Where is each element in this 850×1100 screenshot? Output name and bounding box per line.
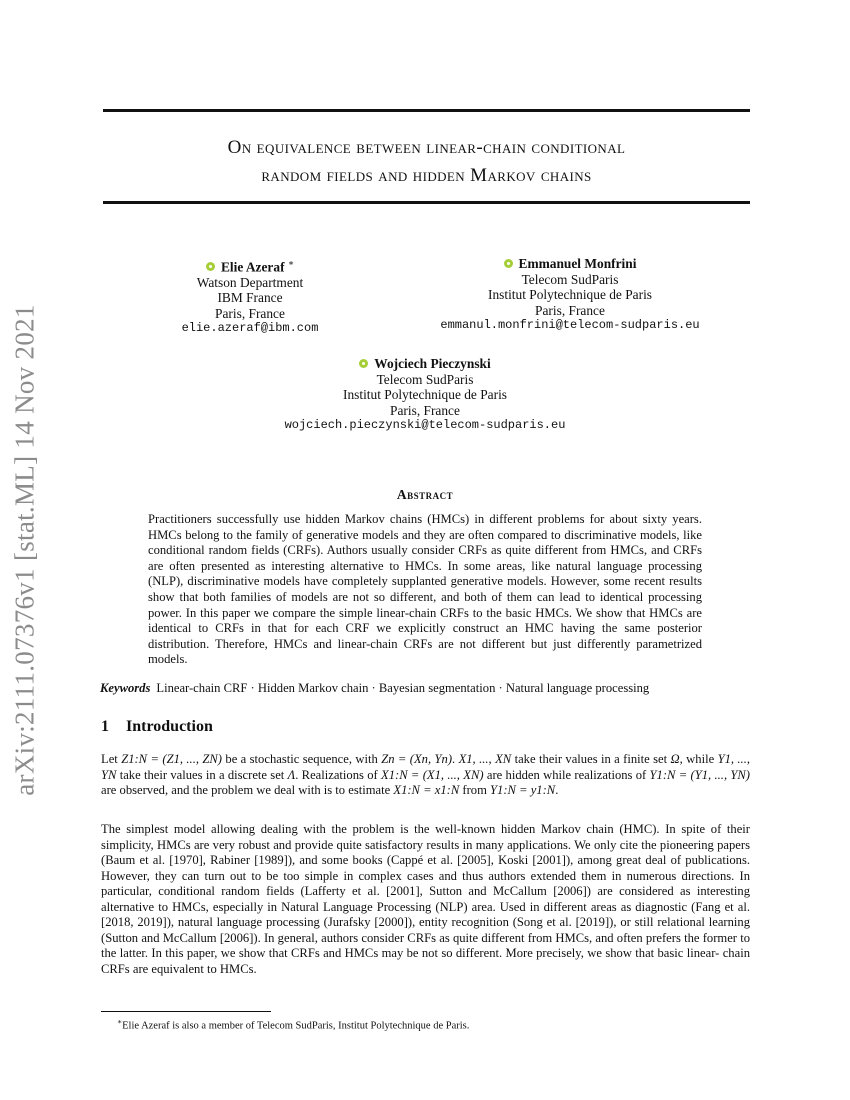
author-name: Emmanuel Monfrini (518, 256, 637, 271)
math-expression: X1:N = (X1, ..., XN) (381, 767, 484, 782)
author-name: Wojciech Pieczynski (374, 356, 491, 371)
paper-title-line-1: On equivalence between linear-chain conditional (227, 137, 626, 158)
keywords-label: Keywords (100, 681, 151, 695)
abstract-heading: Abstract (396, 487, 454, 502)
footnote-mark: ∗ (287, 258, 295, 268)
author-affiliation-line: Watson Department (196, 274, 304, 290)
author-block-monfrini (395, 256, 745, 334)
paper-title (103, 134, 750, 190)
author-block-azeraf (140, 256, 360, 337)
arxiv-identifier-text: arXiv:2111.07376v1 [stat.ML] 14 Nov 2021 (9, 304, 40, 796)
author-affiliation-line: Institut Polytechnique de Paris (342, 387, 508, 402)
math-expression: Y1:N = y1:N (490, 783, 556, 797)
math-expression: X1, ..., XN (458, 752, 512, 766)
author-affiliation-line: Paris, France (390, 402, 460, 418)
math-expression: X1:N = x1:N (393, 783, 460, 797)
keywords-text: Linear-chain CRF · Hidden Markov chain · Bayesian segmentation · Natural language processing (156, 681, 650, 695)
author-affiliation-line: Telecom SudParis (521, 271, 619, 287)
author-block-pieczynski (270, 356, 580, 434)
paper-title-line-2: random fields and hidden Markov chains (261, 165, 592, 186)
author-affiliation-line: IBM France (217, 290, 283, 306)
math-expression: Zn = (Xn, Yn) (381, 752, 453, 766)
intro-paragraph-1: Let Z1:N = (Z1, ..., ZN) be a stochastic sequence, with Zn = (Xn, Yn). X1, ..., XN take their values in a finite set Ω, while Y1, ..., YN take their values in a discrete set Λ. Realizations of X1:N = (X1, ..., XN) are hidden while realizations of Y1:N = (Y1, ..., YN) are observed, and the problem we deal with is to estimate X1:N = x1:N from Y1:N = y1:N. (101, 752, 751, 797)
math-expression: Z1:N = (Z1, ..., ZN) (121, 752, 222, 766)
author-affiliation-line: Paris, France (535, 302, 605, 318)
footnote (117, 1017, 469, 1032)
math-expression: Y1, ..., YN (101, 752, 751, 782)
section-heading-introduction (101, 718, 213, 736)
math-expression: Ω (670, 752, 680, 766)
orcid-icon[interactable] (359, 359, 368, 368)
author-affiliation-line: Paris, France (215, 305, 285, 321)
footnote-text: Elie Azeraf is also a member of Telecom SudParis, Institut Polytechnique de Paris. (122, 1020, 470, 1032)
author-name: Elie Azeraf (220, 259, 285, 275)
keywords-line (100, 681, 750, 696)
author-email[interactable]: wojciech.pieczynski@telecom-sudparis.eu (284, 418, 566, 432)
title-rule-bottom (103, 201, 750, 204)
orcid-icon[interactable] (206, 262, 215, 271)
arxiv-identifier (5, 285, 45, 815)
math-expression: Y1:N = (Y1, ..., YN) (649, 767, 750, 782)
math-expression: Λ (287, 767, 296, 782)
author-email[interactable]: emmanul.monfrini@telecom-sudparis.eu (440, 318, 700, 332)
footnote-rule (101, 1011, 271, 1012)
section-title: Introduction (126, 718, 213, 735)
author-affiliation-line: Institut Polytechnique de Paris (487, 287, 653, 302)
intro-paragraph-2: The simplest model allowing dealing with the problem is the well-known hidden Markov chain (HMC). In spite of their simplicity, HMCs are very robust and provide quite satisfactory results in many applications. We only cite the pioneering papers (Baum et al. [1970], Rabiner [1989]), and some books (Cappé et al. [2005], Koski [2001]), among great deal of publications. However, they can turn out to be too simple in complex cases and thus authors extended them in numerous directions. In particular, conditional random fields (Lafferty et al. [2001], Sutton and McCallum [2006]) are considered as interesting alternative to HMCs, especially in Natural Language Processing (NLP) area. Used in different areas as diagnostic (Fang et al. [2018, 2019]), natural language processing (Jurafsky [2000]), entity recognition (Song et al. [2019]), or still relational learning (Sutton and McCallum [2006]). In general, authors consider CRFs as quite different from HMCs, and often prefers the former to the latter. In this paper, we show that CRFs and HMCs may be not so different. More precisely, we show that basic linear- chain CRFs are equivalent to HMCs. (101, 822, 750, 976)
orcid-icon[interactable] (504, 259, 513, 268)
section-number: 1 (101, 718, 109, 735)
title-rule-top (103, 109, 750, 112)
author-affiliation-line: Telecom SudParis (376, 371, 474, 387)
abstract-text: Practitioners successfully use hidden Markov chains (HMCs) in different problems for about sixty years. HMCs belong to the family of generative models and they are often compared to discriminative models, like conditional random fields (CRFs). Authors usually consider CRFs as quite different from HMCs, and CRFs are often presented as interesting alternative to HMCs. In some areas, like natural language processing (NLP), discriminative models have completely supplanted generative models. However, some recent results show that both families of models are not so different, and both of them can lead to identical processing power. In this paper we compare the simple linear-chain CRFs to the basic HMCs. We show that HMCs are identical to CRFs in that for each CRF we explicitly construct an HMC having the same posterior distribution. Therefore, HMCs and linear-chain CRFs are not different but just differently parametrized models. (148, 512, 702, 667)
footnote-mark: ∗ (117, 1017, 123, 1026)
author-email[interactable]: elie.azeraf@ibm.com (181, 321, 319, 336)
